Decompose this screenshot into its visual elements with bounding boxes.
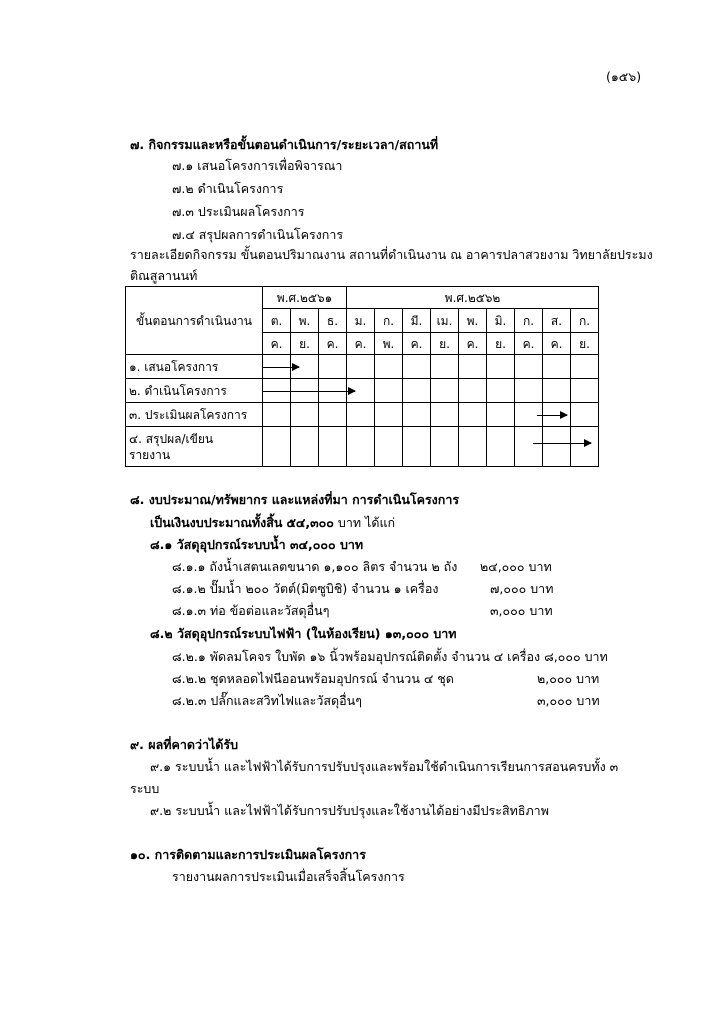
- schedule-cell: [319, 427, 347, 467]
- schedule-cell: [431, 355, 459, 379]
- schedule-cell: [431, 403, 459, 427]
- schedule-cell: [487, 427, 515, 467]
- month-top: พ.: [291, 309, 319, 333]
- schedule-cell: [403, 355, 431, 379]
- month-bottom: ย.: [487, 333, 515, 355]
- table-row: [126, 427, 599, 467]
- month-bottom: ค.: [515, 333, 543, 355]
- section-7-detail-line-2: ติณสูลานนท์: [130, 268, 198, 283]
- schedule-cell: [319, 355, 347, 379]
- step-label: ๒. ดำเนินโครงการ: [126, 379, 263, 403]
- section-7-item-3: ๗.๓ ประเมินผลโครงการ: [172, 204, 305, 219]
- schedule-cell: [515, 379, 543, 403]
- schedule-cell: [487, 355, 515, 379]
- schedule-cell: [459, 379, 487, 403]
- schedule-cell: [431, 379, 459, 403]
- section-7-detail-line-1: รายละเอียดกิจกรรม ขั้นตอนปริมาณงาน สถานที่ดำเนินงาน ณ อาคารปลาสวยงาม วิทยาลัยประมง: [130, 247, 653, 262]
- month-top: ส.: [543, 309, 571, 333]
- schedule-cell: [291, 427, 319, 467]
- month-bottom: พ.: [375, 333, 403, 355]
- section-10-text: รายงานผลการประเมินเมื่อเสร็จสิ้นโครงการ: [172, 869, 405, 884]
- schedule-cell: [375, 427, 403, 467]
- item-8-1-2: ๘.๑.๒ ปั๊มน้ำ ๒๐๐ วัตต์(มิตซูบิชิ) จำนวน ๑ เครื่อง: [172, 581, 439, 596]
- item-8-2-1: ๘.๒.๑ พัดลมโคจร ใบพัด ๑๖ นิ้วพร้อมอุปกรณ์ติดตั้ง จำนวน ๔ เครื่อง ๘,๐๐๐ บาท: [172, 649, 608, 664]
- step-label-line-2: รายงาน: [129, 447, 171, 462]
- month-top: ต.: [263, 309, 291, 333]
- step-label: ๑. เสนอโครงการ: [126, 355, 263, 379]
- total-amount: ๕๔,๓๐๐: [286, 515, 334, 530]
- table-row: [126, 379, 599, 403]
- item-8-2-3: ๘.๒.๓ ปลั๊กและสวิทไฟและวัสดุอื่นๆ: [172, 693, 362, 708]
- month-bottom: ค.: [459, 333, 487, 355]
- schedule-arrow: [263, 367, 299, 368]
- schedule-cell: [515, 355, 543, 379]
- item-8-1-1-amount: ๒๔,๐๐๐ บาท: [480, 559, 552, 574]
- schedule-cell: [263, 403, 291, 427]
- section-9-title: ๙. ผลที่คาดว่าได้รับ: [130, 737, 239, 752]
- schedule-cell: [543, 403, 571, 427]
- schedule-cell: [347, 355, 375, 379]
- item-8-1-3-amount: ๓,๐๐๐ บาท: [490, 603, 553, 618]
- schedule-cell: [459, 355, 487, 379]
- schedule-cell: [543, 427, 571, 467]
- month-top: มี.: [403, 309, 431, 333]
- item-8-1-3: ๘.๑.๓ ท่อ ข้อต่อและวัสดุอื่นๆ: [172, 603, 330, 618]
- total-suffix: บาท ได้แก่: [333, 515, 396, 530]
- total-label: เป็นเงินงบประมาณทั้งสิ้น: [150, 515, 283, 530]
- section-7-title: ๗. กิจกรรมและหรือขั้นตอนดำเนินการ/ระยะเวลา/สถานที่: [130, 137, 439, 152]
- month-top: ก.: [515, 309, 543, 333]
- schedule-cell: [487, 403, 515, 427]
- step-label: ๓. ประเมินผลโครงการ: [126, 403, 263, 427]
- month-bottom: ค.: [263, 333, 291, 355]
- step-label: [126, 427, 263, 467]
- section-9-item-1-cont: ระบบ: [130, 781, 160, 796]
- schedule-cell: [263, 355, 291, 379]
- section-7-item-2: ๗.๒ ดำเนินโครงการ: [172, 181, 284, 196]
- schedule-cell: [403, 379, 431, 403]
- section-7-item-1: ๗.๑ เสนอโครงการเพื่อพิจารณา: [172, 158, 343, 173]
- schedule-cell: [319, 403, 347, 427]
- month-bottom: ค.: [347, 333, 375, 355]
- schedule-cell: [375, 403, 403, 427]
- table-row: [126, 403, 599, 427]
- schedule-table: [125, 286, 599, 467]
- schedule-cell: [571, 355, 599, 379]
- month-top: ก.: [571, 309, 599, 333]
- item-8-2-2: ๘.๒.๒ ชุดหลอดไฟนีออนพร้อมอุปกรณ์ จำนวน ๔ ชุด: [172, 671, 454, 686]
- month-bottom: ค.: [319, 333, 347, 355]
- year-header-2562: พ.ศ.๒๕๖๒: [347, 287, 599, 309]
- schedule-cell: [375, 379, 403, 403]
- section-8-2-title: ๘.๒ วัสดุอุปกรณ์ระบบไฟฟ้า (ในห้องเรียน) ๑๓,๐๐๐ บาท: [150, 626, 457, 641]
- schedule-cell: [515, 427, 543, 467]
- month-bottom: ย.: [291, 333, 319, 355]
- item-8-1-1: ๘.๑.๑ ถังน้ำเสตนเลตขนาด ๑,๑๐๐ ลิตร จำนวน ๒ ถัง: [172, 559, 458, 574]
- schedule-cell: [543, 379, 571, 403]
- schedule-cell: [347, 403, 375, 427]
- schedule-cell: [543, 355, 571, 379]
- schedule-cell: [571, 379, 599, 403]
- month-top: ม.: [347, 309, 375, 333]
- month-top: พ.: [459, 309, 487, 333]
- item-8-1-2-amount: ๗,๐๐๐ บาท: [490, 581, 554, 596]
- schedule-cell: [263, 379, 291, 403]
- section-10-title: ๑๐. การติดตามและการประเมินผลโครงการ: [130, 847, 366, 862]
- step-label-line-1: ๔. สรุปผล/เขียน: [129, 431, 214, 446]
- schedule-cell: [459, 427, 487, 467]
- month-bottom: ค.: [403, 333, 431, 355]
- item-8-2-2-amount: ๒,๐๐๐ บาท: [537, 671, 600, 686]
- step-header: ขั้นตอนการดำเนินงาน: [126, 287, 263, 355]
- schedule-arrow: [533, 443, 591, 444]
- month-bottom: ค.: [543, 333, 571, 355]
- section-9-item-2: ๙.๒ ระบบน้ำ และไฟฟ้าได้รับการปรับปรุงและใช้งานได้อย่างมีประสิทธิภาพ: [150, 803, 549, 818]
- item-8-2-3-amount: ๓,๐๐๐ บาท: [537, 693, 600, 708]
- year-header-2561: พ.ศ.๒๕๖๑: [263, 287, 347, 309]
- schedule-arrow: [263, 391, 355, 392]
- schedule-cell: [431, 427, 459, 467]
- month-bottom: ย.: [571, 333, 599, 355]
- schedule-cell: [263, 427, 291, 467]
- section-9-item-1: ๙.๑ ระบบน้ำ และไฟฟ้าได้รับการปรับปรุงและพร้อมใช้ดำเนินการเรียนการสอนครบทั้ง ๓: [150, 759, 619, 774]
- month-bottom: ย.: [431, 333, 459, 355]
- schedule-cell: [571, 403, 599, 427]
- schedule-cell: [291, 403, 319, 427]
- month-top: ก.: [375, 309, 403, 333]
- schedule-cell: [487, 379, 515, 403]
- table-row: [126, 355, 599, 379]
- month-top: ธ.: [319, 309, 347, 333]
- schedule-cell: [403, 403, 431, 427]
- schedule-cell: [375, 355, 403, 379]
- schedule-cell: [459, 403, 487, 427]
- month-top: เม.: [431, 309, 459, 333]
- schedule-cell: [347, 427, 375, 467]
- section-7-item-4: ๗.๔ สรุปผลการดำเนินโครงการ: [172, 227, 344, 242]
- section-8-title: ๘. งบประมาณ/ทรัพยากร และแหล่งที่มา การดำเนินโครงการ: [130, 492, 460, 507]
- schedule-cell: [403, 427, 431, 467]
- section-8-1-title: ๘.๑ วัสดุอุปกรณ์ระบบน้ำ ๓๔,๐๐๐ บาท: [150, 537, 364, 552]
- section-8-total: [150, 514, 395, 532]
- page-number: (๑๕๖): [606, 69, 642, 84]
- schedule-arrow: [537, 415, 567, 416]
- month-top: มิ.: [487, 309, 515, 333]
